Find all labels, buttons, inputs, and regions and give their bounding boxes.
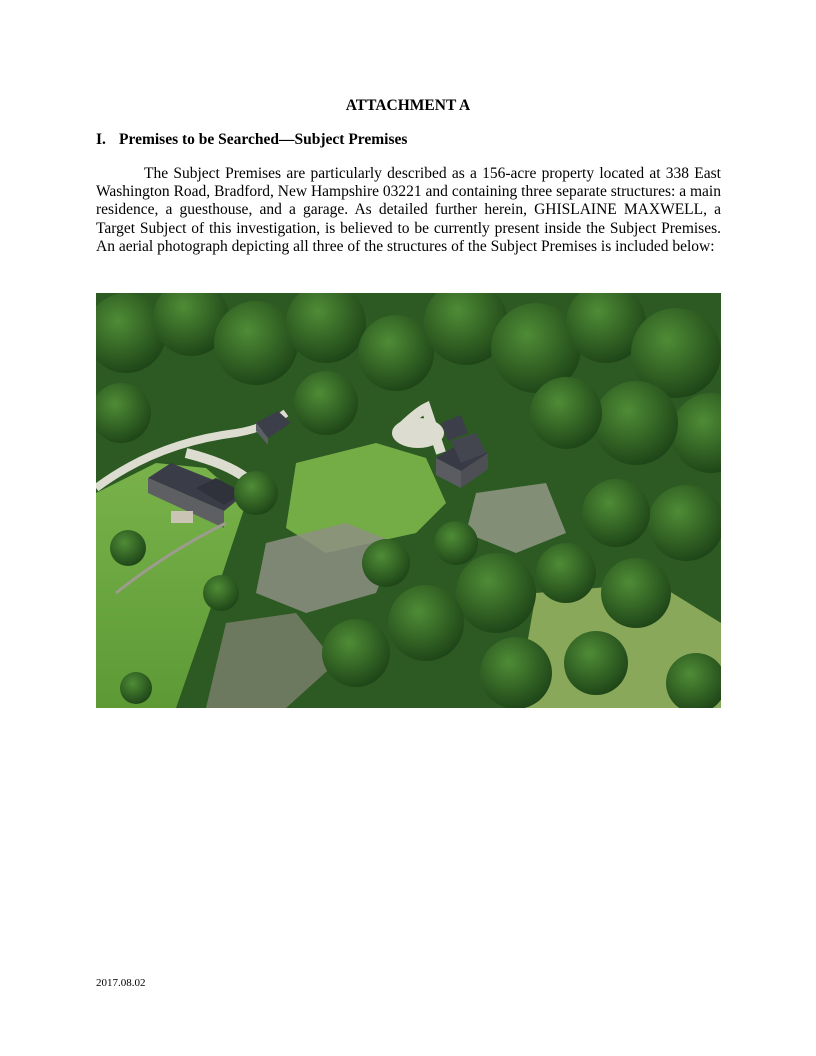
section-title-text: Premises to be Searched—Subject Premises [119, 131, 408, 148]
aerial-photograph [96, 293, 721, 708]
attachment-heading: ATTACHMENT A [345, 97, 471, 114]
section-title [96, 131, 407, 149]
driveway-circle [392, 418, 444, 448]
footer-date: 2017.08.02 [96, 977, 146, 989]
section-number: I. [96, 131, 106, 148]
premises-description: The Subject Premises are particularly described as a 156-acre property located at 338 East Washington Road, Bradford, New Hampshire 03221 and containing three separate structures: a main residence, a guesthouse, and a garage. As detailed further herein, GHISLAINE MAXWELL, a Target Subject of this investigation, is believed to be currently present inside the Subject Premises. An aerial photograph depicting all three of the structures of the Subject Premises is included below: [96, 165, 721, 255]
